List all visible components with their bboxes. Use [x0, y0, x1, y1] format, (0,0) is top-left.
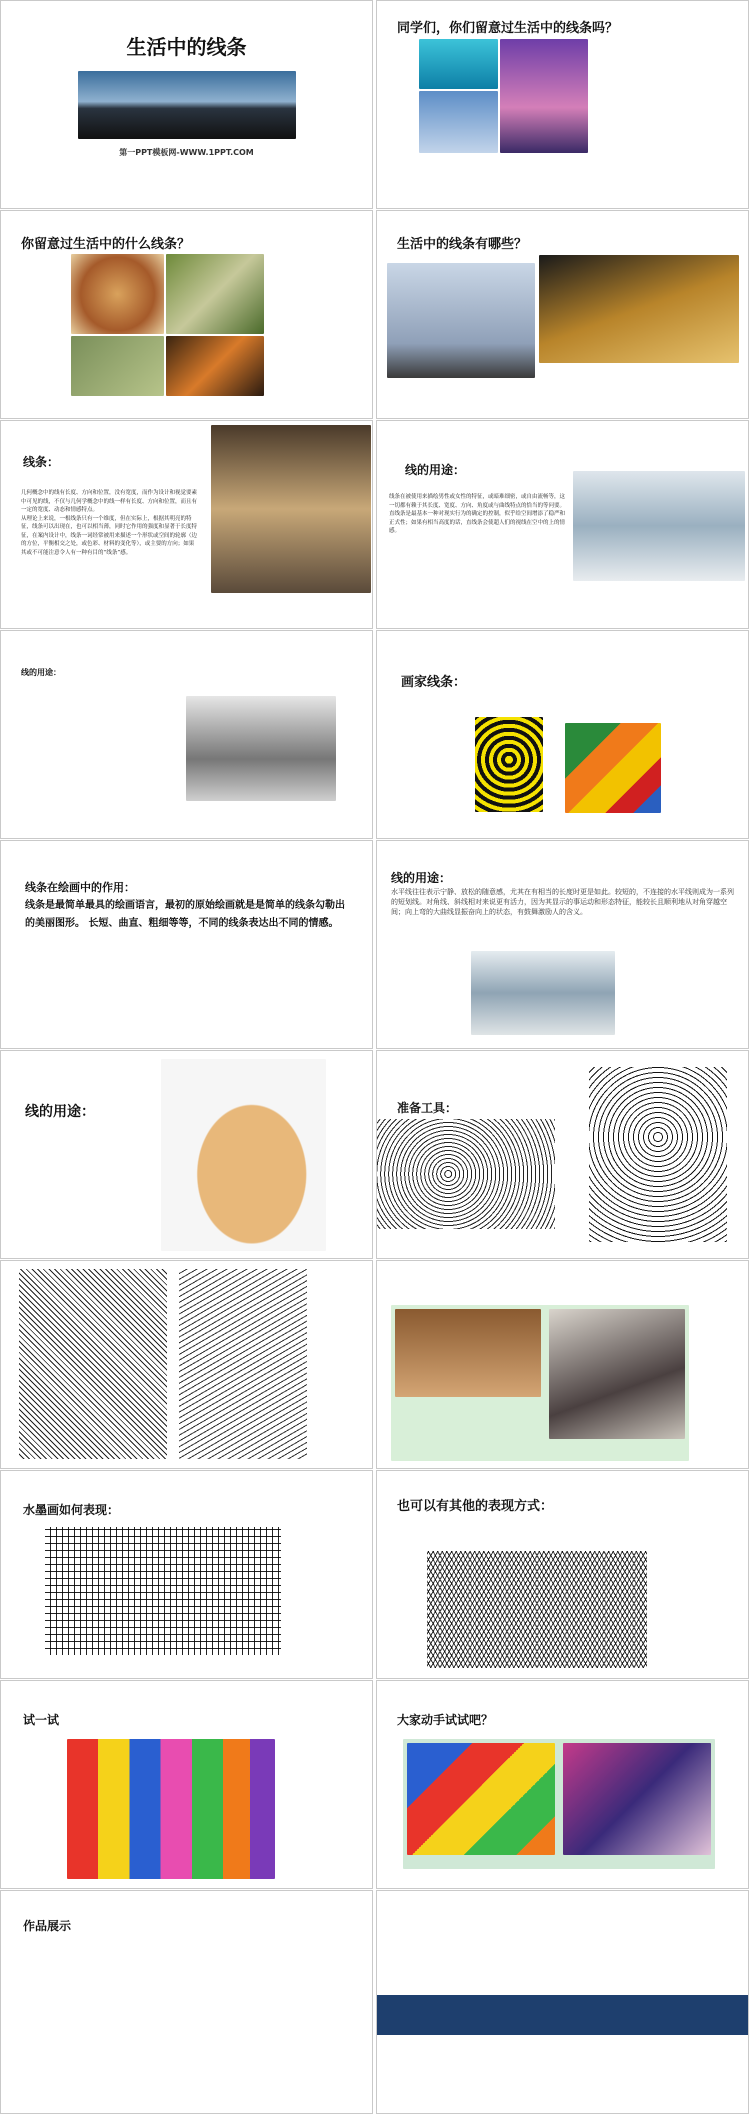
slide-title: 线的用途：: [21, 668, 61, 677]
bridge-photo-1: [419, 39, 498, 89]
slide-7[interactable]: [0, 630, 373, 839]
footer-text: 第一PPT模板网-WWW.1PPT.COM: [119, 148, 254, 157]
sketch-photo: [186, 696, 336, 801]
title-photo: [78, 71, 296, 139]
arch-photo: [387, 263, 535, 378]
slide-title: 线条在绘画中的作用：: [25, 881, 135, 894]
slide-title: 也可以有其他的表现方式：: [397, 1499, 554, 1514]
geometric-art: [565, 723, 661, 813]
slide-title: 准备工具：: [397, 1101, 458, 1115]
slide-9[interactable]: [0, 840, 373, 1049]
slide-body: 水平线往往表示宁静、放松的随意感，尤其在有相当的长度时更是如此。较短的，不连接的水平线则成为一系列的短划线。对角线、斜线相对来说更有活力，因为其显示的事运动和形态特征，能较长且顺利地从对角穿越空间；向上弯的大曲线显振奋向上的状态，有鼓舞激励人的含义。: [391, 888, 734, 916]
slide-title: 生活中的线条有哪些？: [397, 237, 528, 252]
slide-body: 线条是最简单最具的绘画语言，最初的原始绘画就是是简单的线条勾勒出的美丽图形。 长短、曲直、粗细等等，不同的线条表达出不同的情感。: [25, 900, 345, 929]
pattern-art-1: [19, 1269, 167, 1459]
slide-title: 你留意过生活中的什么线条？: [21, 237, 191, 252]
slide-16[interactable]: [376, 1470, 749, 1679]
slide-10[interactable]: [376, 840, 749, 1049]
slide-1[interactable]: [0, 0, 373, 209]
slide-12[interactable]: [376, 1050, 749, 1259]
cathedral-photo: [211, 425, 371, 593]
bridge-photo-3: [500, 39, 588, 153]
slide-title: 线的用途：: [405, 463, 466, 477]
artwork-2: [563, 1743, 711, 1855]
slide-title: 线条：: [23, 455, 60, 469]
slide-6[interactable]: [376, 420, 749, 629]
slide-19[interactable]: [0, 1890, 373, 2114]
slide-2[interactable]: [376, 0, 749, 209]
slide-title: 试一试: [23, 1713, 60, 1727]
slide-20[interactable]: [376, 1890, 749, 2114]
house-drawing: [45, 1527, 281, 1655]
slide-5[interactable]: [0, 420, 373, 629]
slide-title: 画家线条：: [401, 675, 467, 690]
slide-11[interactable]: [0, 1050, 373, 1259]
slide-title: 线的用途：: [25, 1104, 95, 1120]
roof-photo: [166, 336, 264, 396]
slide-title: 同学们，你们留意过生活中的线条吗？: [397, 21, 619, 36]
palette-brushes-image: [161, 1059, 326, 1251]
flower-sketch: [589, 1067, 727, 1242]
ink-painting-2: [549, 1309, 685, 1439]
leaf-photo: [166, 254, 264, 334]
slide-body: 几何概念中的线有长度、方向和位置，没有宽度，而作为设计和视觉要素中可见的线，不仅与几何学概念中的线一样有长度、方向和位置，而且有一定的宽度、动态和情感特点。 从理论上来说，一根线条只有一个维度，但在实际上，根据其明亮的特征，线条可以出现在，也可以相当薄，同时它作用的强度和显著于长度特征，在案内设计中，线条一词经常被用来描述一个形状或空间的轮廓（边的方位，平衡相交之处，或色彩、材料的变化等），或主要的方向；如果其或不可能注意令人有一种有目的“线条”感。: [21, 490, 198, 556]
net-photo: [71, 336, 164, 396]
slide-title: 水墨画如何表现：: [23, 1503, 120, 1517]
slide-title: 大家动手试试吧？: [397, 1713, 494, 1727]
student-artwork: [67, 1739, 275, 1879]
slide-4[interactable]: [376, 210, 749, 419]
slide-title: 作品展示: [23, 1919, 72, 1933]
slide-15[interactable]: [0, 1470, 373, 1679]
spiral-art: [475, 717, 543, 812]
shell-photo: [71, 254, 164, 334]
slide-13[interactable]: [0, 1260, 373, 1469]
line-art-example: [427, 1551, 647, 1668]
slide-3[interactable]: [0, 210, 373, 419]
interior-photo: [471, 951, 615, 1035]
usage-banner: [377, 1995, 749, 2035]
slide-body: 线条在被使用来描绘男性或女性的特征，或暗难细密，或自由流畅等，这一切都有赖于其长度、宽度、方向、角度或与曲线特点的恰当的等问要。 直线条是最基本一种对现实行为的确定的控制，似乎给空间增添了稳严和正式性；如果有相当高度的话，直线条会使超人们的视线在空中的上的情感。: [389, 494, 566, 534]
pattern-art-2: [179, 1269, 307, 1459]
slide-title: 线的用途：: [391, 871, 452, 885]
ink-painting-1: [395, 1309, 541, 1397]
bridge-photo-2: [419, 91, 498, 153]
artwork-1: [407, 1743, 555, 1855]
slide-18[interactable]: [376, 1680, 749, 1889]
interior-photo: [573, 471, 745, 581]
railing-photo: [539, 255, 739, 363]
slide-title: 生活中的线条: [126, 35, 247, 59]
zentangle-art: [377, 1119, 555, 1229]
slide-17[interactable]: [0, 1680, 373, 1889]
slide-8[interactable]: [376, 630, 749, 839]
slide-14[interactable]: [376, 1260, 749, 1469]
